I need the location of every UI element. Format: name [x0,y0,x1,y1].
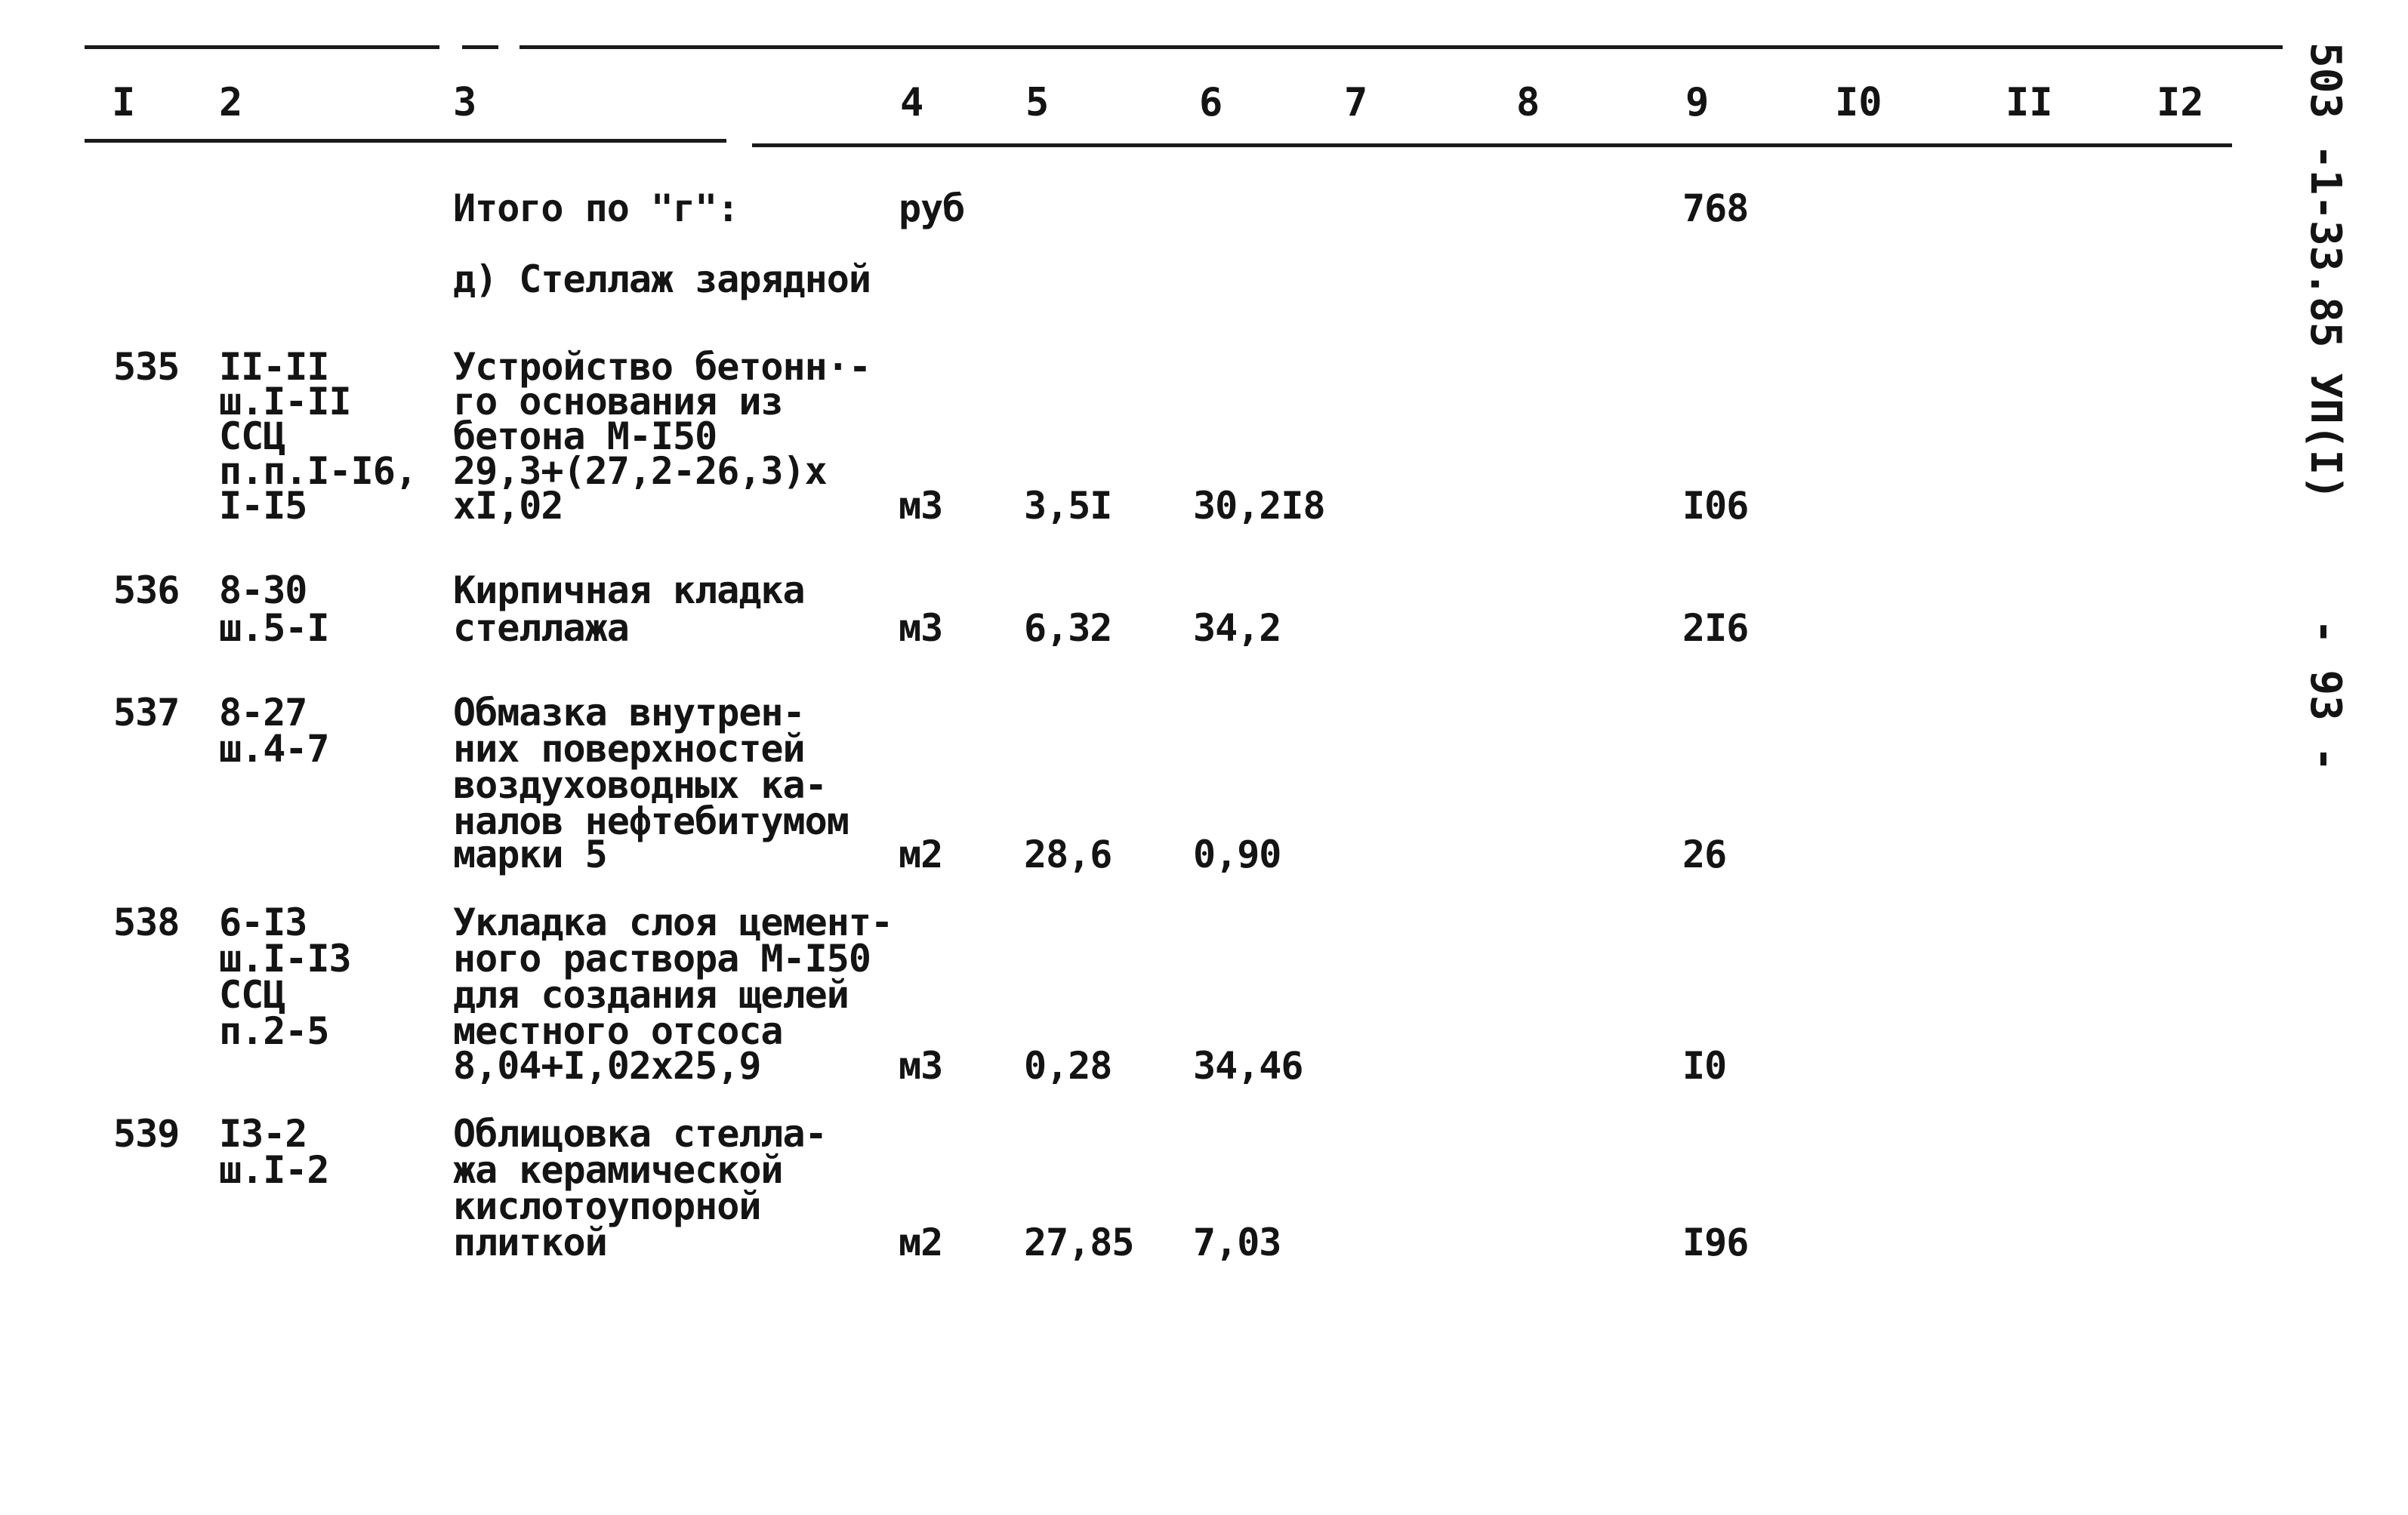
row-unit: м3 [899,1044,943,1088]
row-unit: м2 [899,833,943,876]
header-col-5: 5 [1025,80,1050,125]
row-number: 538 [113,901,180,944]
header-col-4: 4 [900,80,924,125]
row-desc-line: хI,02 [453,484,563,528]
row-total: 2I6 [1682,606,1749,650]
row-total: I0 [1682,1044,1727,1088]
row-total: I06 [1682,484,1749,528]
row-desc-line: них поверхностей [453,727,805,771]
row-desc-line: кислотоупорной [453,1184,761,1228]
row-code-line: ш.I-II [219,380,351,423]
header-col-8: 8 [1516,80,1540,125]
row-desc-line: го основания из [453,380,783,423]
row-price: 0,90 [1193,833,1281,876]
row-code-line: п.2-5 [219,1009,329,1053]
top-rule-1 [85,45,439,49]
row-total: I96 [1682,1221,1749,1264]
row-desc-line: Облицовка стелла- [453,1112,827,1156]
top-rule-3 [520,45,2283,49]
row-number: 536 [113,568,180,612]
row-unit: м3 [899,484,943,528]
section-title: д) Стеллаж зарядной [453,257,871,301]
header-rule-1 [85,139,726,143]
row-unit: м3 [899,606,943,650]
header-col-6: 6 [1199,80,1223,125]
row-desc-line: воздуховодных ка- [453,763,827,807]
header-col-11: II [2006,80,2053,125]
row-desc-line: местного отсоса [453,1009,783,1053]
side-page-number: - 93 - [2301,619,2350,772]
header-col-7: 7 [1344,80,1368,125]
row-code-line: п.п.I-I6, [219,449,417,493]
row-desc-line: плиткой [453,1221,607,1264]
row-code-line: II-II [219,345,329,389]
row-price: 7,03 [1193,1221,1281,1264]
top-rule-2 [462,45,498,49]
row-code-line: 6-I3 [219,901,307,944]
header-col-2: 2 [219,80,243,125]
row-desc-line: для создания щелей [453,973,849,1017]
row-desc-line: ного раствора М-I50 [453,937,871,981]
header-col-10: I0 [1835,80,1882,125]
header-col-3: 3 [453,80,477,125]
row-code-line: ш.I-2 [219,1148,329,1192]
header-col-1: I [112,80,136,125]
row-desc-line: Кирпичная кладка [453,568,805,612]
row-desc-line: 29,3+(27,2-26,3)х [453,449,827,493]
row-desc-line: жа керамической [453,1148,783,1192]
row-price: 34,46 [1193,1044,1303,1088]
row-price: 34,2 [1193,606,1281,650]
row-number: 539 [113,1112,180,1156]
summary-label: Итого по "г": [453,186,739,230]
summary-unit: руб [899,186,965,230]
row-unit: м2 [899,1221,943,1264]
summary-total: 768 [1682,186,1749,230]
row-code-line: ш.4-7 [219,727,329,771]
side-document-code: 503 -1-33.85 УП(I) [2301,42,2350,500]
row-code-line: ш.5-I [219,606,329,650]
header-rule-2 [752,143,2232,147]
row-code-line: 8-27 [219,691,307,734]
row-quantity: 6,32 [1024,606,1112,650]
row-code-line: ССЦ [219,414,285,458]
row-desc-line: марки 5 [453,833,607,876]
row-code-line: I3-2 [219,1112,307,1156]
row-quantity: 28,6 [1024,833,1112,876]
header-col-9: 9 [1685,80,1710,125]
row-code-line: ш.I-I3 [219,937,351,981]
row-desc-line: Обмазка внутрен- [453,691,805,734]
row-number: 537 [113,691,180,734]
row-code-line: I-I5 [219,484,307,528]
row-code-line: 8-30 [219,568,307,612]
row-number: 535 [113,345,180,389]
header-col-12: I2 [2157,80,2204,125]
row-desc-line: 8,04+I,02х25,9 [453,1044,761,1088]
row-price: 30,2I8 [1193,484,1325,528]
row-quantity: 27,85 [1024,1221,1134,1264]
row-desc-line: бетона М-I50 [453,414,717,458]
row-quantity: 0,28 [1024,1044,1112,1088]
row-total: 26 [1682,833,1727,876]
row-desc-line: Устройство бетонн·- [453,345,871,389]
row-quantity: 3,5I [1024,484,1112,528]
row-desc-line: стеллажа [453,606,629,650]
row-desc-line: Укладка слоя цемент- [453,901,893,944]
row-desc-line: налов нефтебитумом [453,799,849,843]
row-code-line: ССЦ [219,973,285,1017]
